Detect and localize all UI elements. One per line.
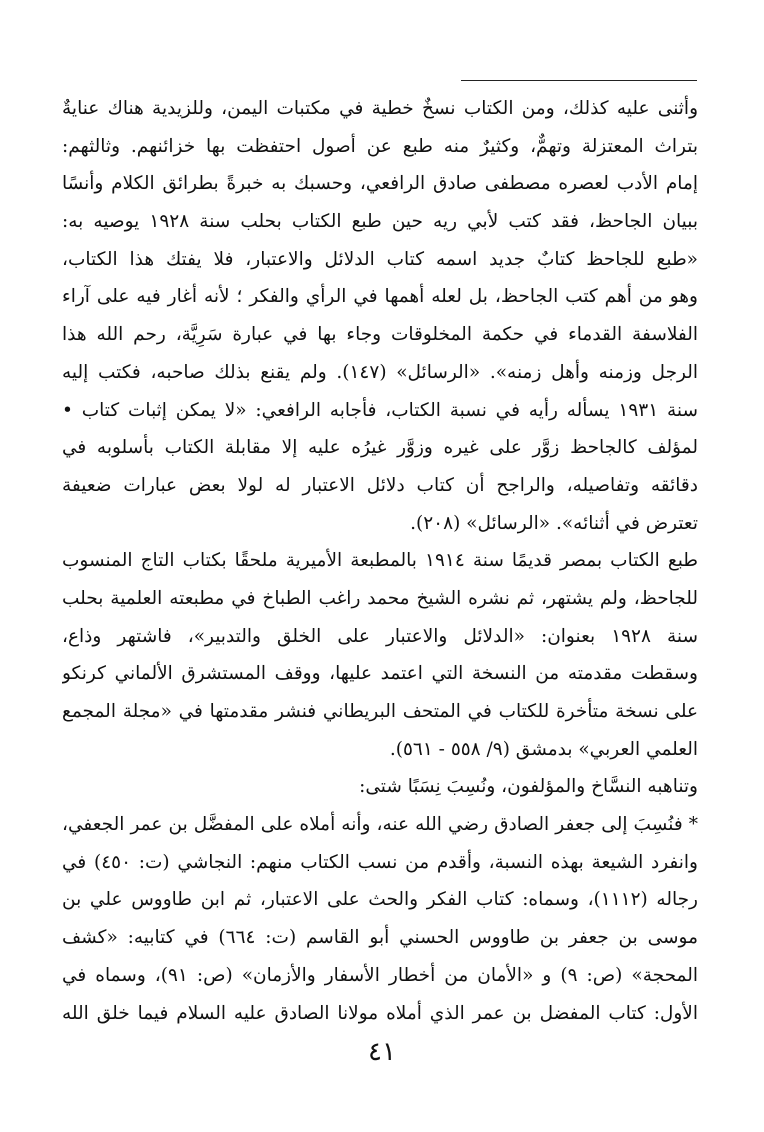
- footnote-separator-rule: [461, 80, 697, 81]
- text-line-12: تعترض في أثنائه». «الرسائل» (٢٠٨).: [410, 512, 698, 534]
- text-line-1: وأثنى عليه كذلك، ومن الكتاب نسخٌ خطية في مكتبات اليمن، وللزيدية هناك عنايةٌ: [62, 98, 698, 119]
- text-line-2: بتراث المعتزلة وتهمٌّ، وكثيرٌ منه طبع عن أصول احتفظت بها خزائنهم. وثالثهم:: [62, 135, 698, 157]
- page-number: ٤١: [368, 1037, 396, 1067]
- text-line-21: وانفرد الشيعة بهذه النسبة، وأقدم من نسب الكتاب منهم: النجاشي (ت: ٤٥٠) في: [62, 851, 698, 873]
- text-line-19: وتناهبه النسَّاخ والمؤلفون، ونُسِبَ نِسَبًا شتى:: [359, 776, 698, 798]
- text-line-3: إمام الأدب لعصره مصطفى صادق الرافعي، وحسبك به خبرةً بطرائق الكلام وأنسًا: [62, 173, 698, 195]
- text-line-20: * فنُسِبَ إلى جعفر الصادق رضي الله عنه، وأنه أملاه على المفضَّل بن عمر الجعفي،: [62, 814, 698, 836]
- text-line-8: الرجل وزمنه وأهل زمنه». «الرسائل» (١٤٧). ولم يقنع بذلك صاحبه، فكتب إليه: [62, 361, 698, 383]
- text-line-7: الفلاسفة القدماء في حكمة المخلوقات وجاء بها في عبارة سَرِيَّة، رحم الله هذا: [62, 324, 698, 346]
- text-line-10: لمؤلف كالجاحظ زوَّر على غيره وزوَّر غيرُه عليه إلا مقابلة الكتاب بأسلوبه في: [62, 437, 698, 459]
- text-line-6: وهو من أهم كتب الجاحظ، بل لعله أهمها في الرأي والفكر ؛ لأنه أغار فيه على آراء: [62, 286, 698, 308]
- text-line-9: سنة ١٩٣١ يسأله رأيه في نسبة الكتاب، فأجابه الرافعي: «لا يمكن إثبات كتاب •: [62, 399, 698, 421]
- text-line-5: «طبع للجاحظ كتابٌ جديد اسمه كتاب الدلائل والاعتبار، فلا يفتك هذا الكتاب،: [62, 248, 698, 270]
- text-line-13: طبع الكتاب بمصر قديمًا سنة ١٩١٤ بالمطبعة الأميرية ملحقًا بكتاب التاج المنسوب: [62, 550, 698, 572]
- text-line-14: للجاحظ، ولم يشتهر، ثم نشره الشيخ محمد راغب الطباخ في مطبعته العلمية بحلب: [62, 587, 698, 609]
- text-line-16: وسقطت مقدمته من النسخة التي اعتمد عليها، ووقف المستشرق الألماني كرنكو: [62, 663, 698, 685]
- text-line-11: دقائقه وتفاصيله، والراجح أن كتاب دلائل الاعتبار له لولا بعض عبارات ضعيفة: [62, 474, 698, 496]
- text-line-18: العلمي العربي» بدمشق (٩/ ٥٥٨ - ٥٦١).: [389, 738, 698, 760]
- text-line-4: ببيان الجاحظ، فقد كتب لأبي ريه حين طبع الكتاب بحلب سنة ١٩٢٨ يوصيه به:: [62, 211, 698, 233]
- text-line-15: سنة ١٩٢٨ بعنوان: «الدلائل والاعتبار على الخلق والتدبير»، فاشتهر وذاع،: [62, 625, 698, 647]
- text-line-17: على نسخة متأخرة للكتاب في المتحف البريطاني فنشر مقدمتها في «مجلة المجمع: [62, 701, 698, 722]
- text-line-25: الأول: كتاب المفضل بن عمر الذي أملاه مولانا الصادق عليه السلام فيما خلق الله: [62, 1002, 698, 1024]
- text-line-24: المحجة» (ص: ٩) و «الأمان من أخطار الأسفار والأزمان» (ص: ٩١)، وسماه في: [62, 964, 698, 986]
- text-line-23: موسى بن جعفر بن طاووس الحسني أبو القاسم (ت: ٦٦٤) في كتابيه: «كشف: [62, 927, 698, 949]
- body-text: [62, 90, 698, 1032]
- text-line-22: رجاله (١١١٢)، وسماه: كتاب الفكر والحث على الاعتبار، ثم ابن طاووس علي بن: [62, 889, 698, 911]
